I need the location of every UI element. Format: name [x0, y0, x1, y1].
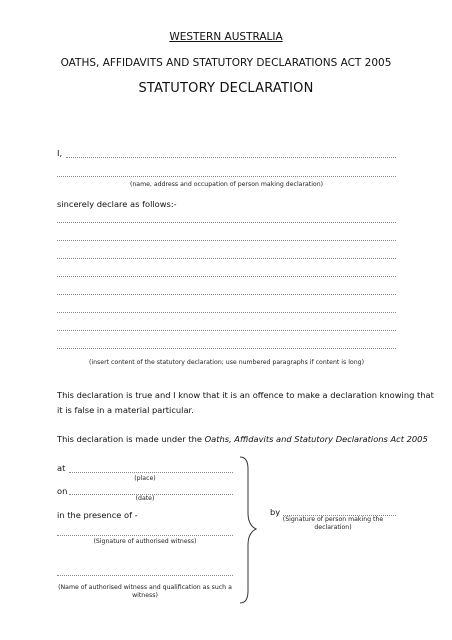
- date-caption: (date): [135, 495, 155, 502]
- witness-signature-caption: (Signature of authorised witness): [93, 538, 197, 545]
- place-label: at: [57, 463, 66, 473]
- content-line[interactable]: [57, 258, 396, 259]
- content-line[interactable]: [57, 330, 396, 331]
- act-statement-prefix: This declaration is made under the: [57, 434, 205, 444]
- witness-name-line[interactable]: [57, 575, 233, 576]
- by-label: by: [270, 507, 281, 517]
- place-line[interactable]: [69, 472, 233, 473]
- act-statement: [57, 432, 428, 447]
- by-caption-line-1: (Signature of person making the: [282, 516, 384, 523]
- truth-statement-line-2: it is false in a material particular.: [57, 405, 194, 415]
- sincerely-text: sincerely declare as follows:-: [57, 199, 177, 209]
- content-line[interactable]: [57, 312, 396, 313]
- page-title: STATUTORY DECLARATION: [138, 81, 314, 96]
- content-line[interactable]: [57, 294, 396, 295]
- declarant-line-2[interactable]: [57, 176, 396, 177]
- state-heading: WESTERN AUSTRALIA: [169, 31, 283, 43]
- brace-icon: [234, 455, 260, 605]
- witness-name-caption-line-1: (Name of authorised witness and qualification as such a: [58, 584, 232, 591]
- witness-name-caption-line-2: witness): [132, 592, 158, 599]
- witness-name-caption: [57, 584, 233, 600]
- declarant-signature-caption: [270, 516, 396, 532]
- declarant-caption: (name, address and occupation of person making declaration): [129, 181, 324, 188]
- presence-label: in the presence of -: [57, 510, 138, 520]
- content-line[interactable]: [57, 348, 396, 349]
- witness-signature-line[interactable]: [57, 535, 233, 536]
- content-line[interactable]: [57, 240, 396, 241]
- content-line[interactable]: [57, 276, 396, 277]
- content-caption: (insert content of the statutory declaration; use numbered paragraphs if content is long): [89, 359, 364, 366]
- place-caption: (place): [134, 475, 156, 482]
- content-line[interactable]: [57, 222, 396, 223]
- by-caption-line-2: declaration): [314, 524, 352, 531]
- declarant-prefix: I,: [57, 148, 63, 158]
- truth-statement-line-1: This declaration is true and I know that it is an offence to make a declaration knowing that: [57, 390, 434, 400]
- declarant-line-1[interactable]: [66, 157, 396, 158]
- act-heading: OATHS, AFFIDAVITS AND STATUTORY DECLARATIONS ACT 2005: [60, 57, 392, 69]
- date-label: on: [57, 486, 68, 496]
- act-statement-act-name: Oaths, Affidavits and Statutory Declarations Act 2005: [204, 434, 428, 444]
